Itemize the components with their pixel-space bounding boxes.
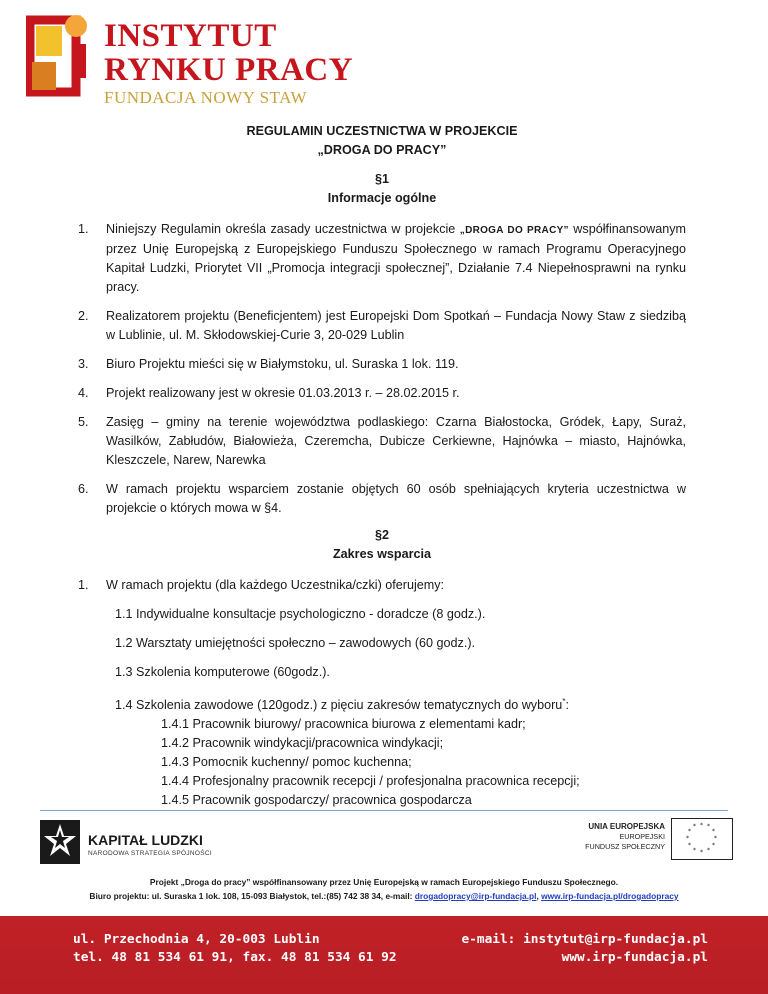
logo-title-line1: INSTYTUT <box>104 18 277 54</box>
instytut-logo <box>26 14 354 107</box>
logo-figure-icon <box>26 14 92 98</box>
svg-text:*: * <box>707 823 710 830</box>
support-sublist <box>115 605 675 810</box>
svg-text:*: * <box>714 835 717 842</box>
eu-label: UNIA EUROPEJSKA EUROPEJSKI FUNDUSZ SPOŁECZNY <box>585 822 665 851</box>
list-item: 1.4.1 Pracownik biurowy/ pracownica biurowa z elementami kadr; <box>161 717 526 732</box>
list-item: 5. Zasięg – gminy na terenie województwa podlaskiego: Czarna Białostocka, Gródek, Łapy, Suraż, Wasilków, Zabłudów, Białowieża, Czeremcha, Dubicze Cerkiewne, Hajnówka – miasto, Hajnówka, Kleszczele, Narew, Narewka <box>78 415 686 467</box>
doc-project-name: „DROGA DO PRACY” <box>317 143 447 157</box>
logo-title-line2: RYNKU PRACY <box>104 52 354 88</box>
kapital-ludzki-emblem-icon <box>40 820 80 864</box>
kapital-ludzki-logo <box>40 818 220 868</box>
kapital-ludzki-subtitle: NARODOWA STRATEGIA SPÓJNOŚCI <box>88 850 212 857</box>
list-item: 1.4.4 Profesjonalny pracownik recepcji / profesjonalna pracownica recepcji; <box>161 774 580 789</box>
list-item: 1.4.2 Pracownik windykacji/pracownica windykacji; <box>161 736 444 751</box>
svg-text:*: * <box>700 849 703 856</box>
list-item: 2. Realizatorem projektu (Beneficjentem) jest Europejski Dom Spotkań – Fundacja Nowy Staw z siedzibą w Lublinie, ul. M. Skłodowskiej-Curie 3, 20-029 Lublin <box>78 309 686 342</box>
footer-divider <box>40 810 728 811</box>
svg-text:*: * <box>693 847 696 854</box>
footnote-marker: * <box>562 697 566 706</box>
website-link[interactable]: www.irp-fundacja.pl/drogadopracy <box>541 891 679 901</box>
section2-heading: Zakres wsparcia <box>332 547 431 561</box>
list-item: 1.4.5 Pracownik gospodarczy/ pracownica gospodarcza <box>161 793 472 808</box>
section2-number: §2 <box>374 528 389 542</box>
list-item: 3. Biuro Projektu mieści się w Białymstoku, ul. Suraska 1 lok. 119. <box>78 357 459 371</box>
list-item: 1.3 Szkolenia komputerowe (60godz.). <box>115 665 330 679</box>
footer-address: ul. Przechodnia 4, 20-003 Lublin tel. 48 81 534 61 91, fax. 48 81 534 61 92 <box>73 932 397 965</box>
list-item: 1.2 Warsztaty umiejętności społeczno – zawodowych (60 godz.). <box>115 636 476 650</box>
svg-text:*: * <box>693 823 696 830</box>
kapital-ludzki-title: KAPITAŁ LUDZKI <box>88 832 203 848</box>
section1-heading: Informacje ogólne <box>327 191 437 205</box>
svg-text:*: * <box>712 828 715 835</box>
list-item: 1.4.3 Pomocnik kuchenny/ pomoc kuchenna; <box>161 755 412 770</box>
svg-text:*: * <box>686 835 689 842</box>
project-funding-line: Projekt „Droga do pracy” współfinansowany przez Unię Europejską w ramach Europejskiego Funduszu Społecznego. <box>149 877 619 887</box>
project-office-line: Biuro projektu: ul. Suraska 1 lok. 108, 15-093 Białystok, tel.:(85) 742 38 34, e-mail: drogadopracy@irp-fundacja.pl, www.irp-fundacja.pl/drogadopracy <box>89 891 679 901</box>
list-item: 1.4 Szkolenia zawodowe (120godz.) z pięciu zakresów tematycznych do wyboru*: <box>115 697 569 713</box>
svg-text:*: * <box>712 842 715 849</box>
section2-list <box>78 576 686 595</box>
svg-text:*: * <box>688 828 691 835</box>
svg-text:*: * <box>700 822 703 829</box>
list-item: 1. Niniejszy Regulamin określa zasady uczestnictwa w projekcie „DROGA DO PRACY” współfinansowanym przez Unię Europejską z Europejskiego Funduszu Społecznego w ramach Programu Operacyjnego Kapitał Ludzki, Priorytet VII „Promocja integracji społecznej”, Działanie 7.4 Niepełnosprawni na rynku pracy. <box>78 222 686 294</box>
project-name-inline: „DROGA DO PRACY” <box>459 225 569 236</box>
list-item: 1. W ramach projektu (dla każdego Uczestnika/czki) oferujemy: <box>78 578 445 592</box>
list-item: 4. Projekt realizowany jest w okresie 01.03.2013 r. – 28.02.2015 r. <box>78 386 460 400</box>
footer-contact: e-mail: instytut@irp-fundacja.pl www.irp-fundacja.pl <box>461 932 708 965</box>
list-item: 6. W ramach projektu wsparciem zostanie objętych 60 osób spełniających kryteria uczestnictwa w projekcie o których mowa w §4. <box>78 482 686 515</box>
svg-text:*: * <box>707 847 710 854</box>
email-link[interactable]: drogadopracy@irp-fundacja.pl <box>414 891 537 901</box>
logo-subtitle: FUNDACJA NOWY STAW <box>104 88 308 107</box>
eu-flag-icon <box>671 818 733 860</box>
section1-number: §1 <box>374 172 389 186</box>
section1-list <box>78 220 686 518</box>
list-item: 1.1 Indywidualne konsultacje psychologiczno - doradcze (8 godz.). <box>115 607 486 621</box>
doc-title: REGULAMIN UCZESTNICTWA W PROJEKCIE <box>246 124 518 138</box>
svg-text:*: * <box>688 842 691 849</box>
training-options <box>115 715 675 810</box>
